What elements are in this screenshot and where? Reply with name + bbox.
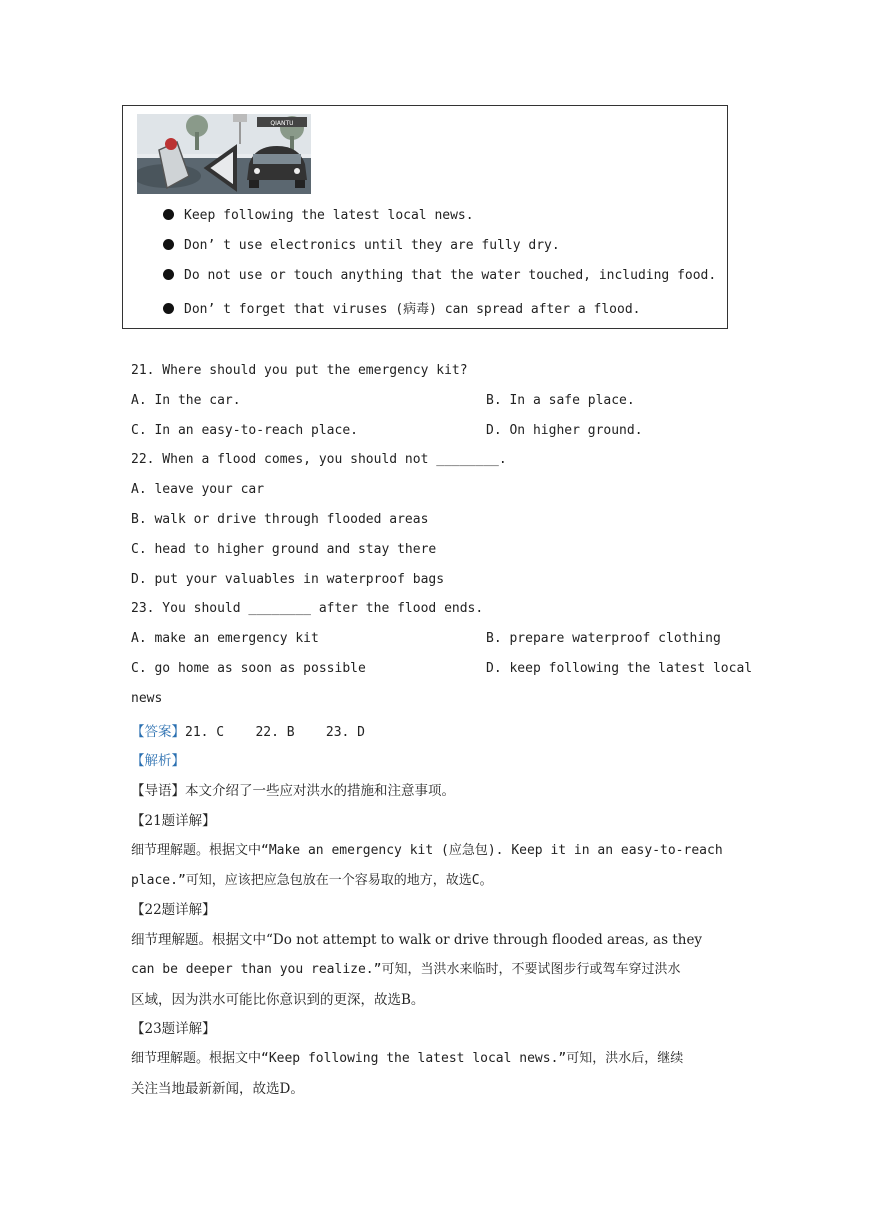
bullet-dot-icon (163, 303, 174, 314)
question-22-option-b: B. walk or drive through flooded areas (131, 512, 429, 527)
question-21-option-b: B. In a safe place. (486, 393, 635, 408)
bullet-item: Don’ t use electronics until they are fully dry. (163, 238, 560, 253)
question-23-stem: 23. You should ________ after the flood ends. (131, 601, 484, 616)
q23-explanation-line-2: 关注当地最新新闻，故选D。 (131, 1081, 304, 1097)
q22-explanation-line-1: 细节理解题。根据文中“Do not attempt to walk or drive through flooded areas, as they (131, 932, 703, 948)
question-23-option-a: A. make an emergency kit (131, 631, 319, 646)
svg-text:QIANTU: QIANTU (270, 120, 294, 127)
q21-explanation-line-2: place.”可知，应该把应急包放在一个容易取的地方，故选C。 (131, 873, 493, 888)
question-21-option-d: D. On higher ground. (486, 423, 643, 438)
q23-explanation-line-1: 细节理解题。根据文中“Keep following the latest local news.”可知，洪水后，继续 (131, 1051, 684, 1066)
bullet-dot-icon (163, 209, 174, 220)
answer-line (131, 720, 365, 740)
answer-values: 21. C 22. B 23. D (185, 725, 366, 740)
question-22-option-a: A. leave your car (131, 482, 265, 497)
answer-label: 【答案】 (131, 724, 185, 740)
bullet-item: Don’ t forget that viruses (病毒) can spread after a flood. (163, 298, 640, 317)
question-23-option-d: D. keep following the latest local (486, 661, 753, 676)
bullet-dot-icon (163, 239, 174, 250)
q22-explanation-line-2: can be deeper than you realize.”可知，当洪水来临时，不要试图步行或驾车穿过洪水 (131, 962, 681, 977)
flood-scene-icon (137, 114, 311, 194)
question-23-option-c: C. go home as soon as possible (131, 661, 366, 676)
intro-line (131, 779, 455, 799)
question-21-option-a: A. In the car. (131, 393, 241, 408)
question-21-option-c: C. In an easy-to-reach place. (131, 423, 358, 438)
bullet-dot-icon (163, 269, 174, 280)
notice-box (122, 105, 728, 329)
intro-text: 本文介绍了一些应对洪水的措施和注意事项。 (185, 783, 455, 799)
intro-label: 【导语】 (131, 783, 185, 799)
question-23-option-b: B. prepare waterproof clothing (486, 631, 721, 646)
analysis-label: 【解析】 (131, 753, 185, 769)
q21-explanation-line-1: 细节理解题。根据文中“Make an emergency kit (应急包). Keep it in an easy-to-reach (131, 843, 723, 858)
q22-explanation-label: 【22题详解】 (131, 902, 216, 918)
bullet-item: Do not use or touch anything that the water touched, including food. (163, 268, 716, 283)
question-22-option-c: C. head to higher ground and stay there (131, 542, 437, 557)
question-21-stem: 21. Where should you put the emergency kit? (131, 363, 468, 378)
question-22-option-d: D. put your valuables in waterproof bags (131, 572, 445, 587)
q22-explanation-line-3: 区域，因为洪水可能比你意识到的更深，故选B。 (131, 992, 425, 1008)
q23-explanation-label: 【23题详解】 (131, 1021, 216, 1037)
question-22-stem: 22. When a flood comes, you should not ________. (131, 452, 507, 467)
flood-illustration (137, 114, 311, 194)
question-23-option-d-continued: news (131, 691, 163, 706)
bullet-item: Keep following the latest local news. (163, 208, 474, 223)
q21-explanation-label: 【21题详解】 (131, 813, 216, 829)
